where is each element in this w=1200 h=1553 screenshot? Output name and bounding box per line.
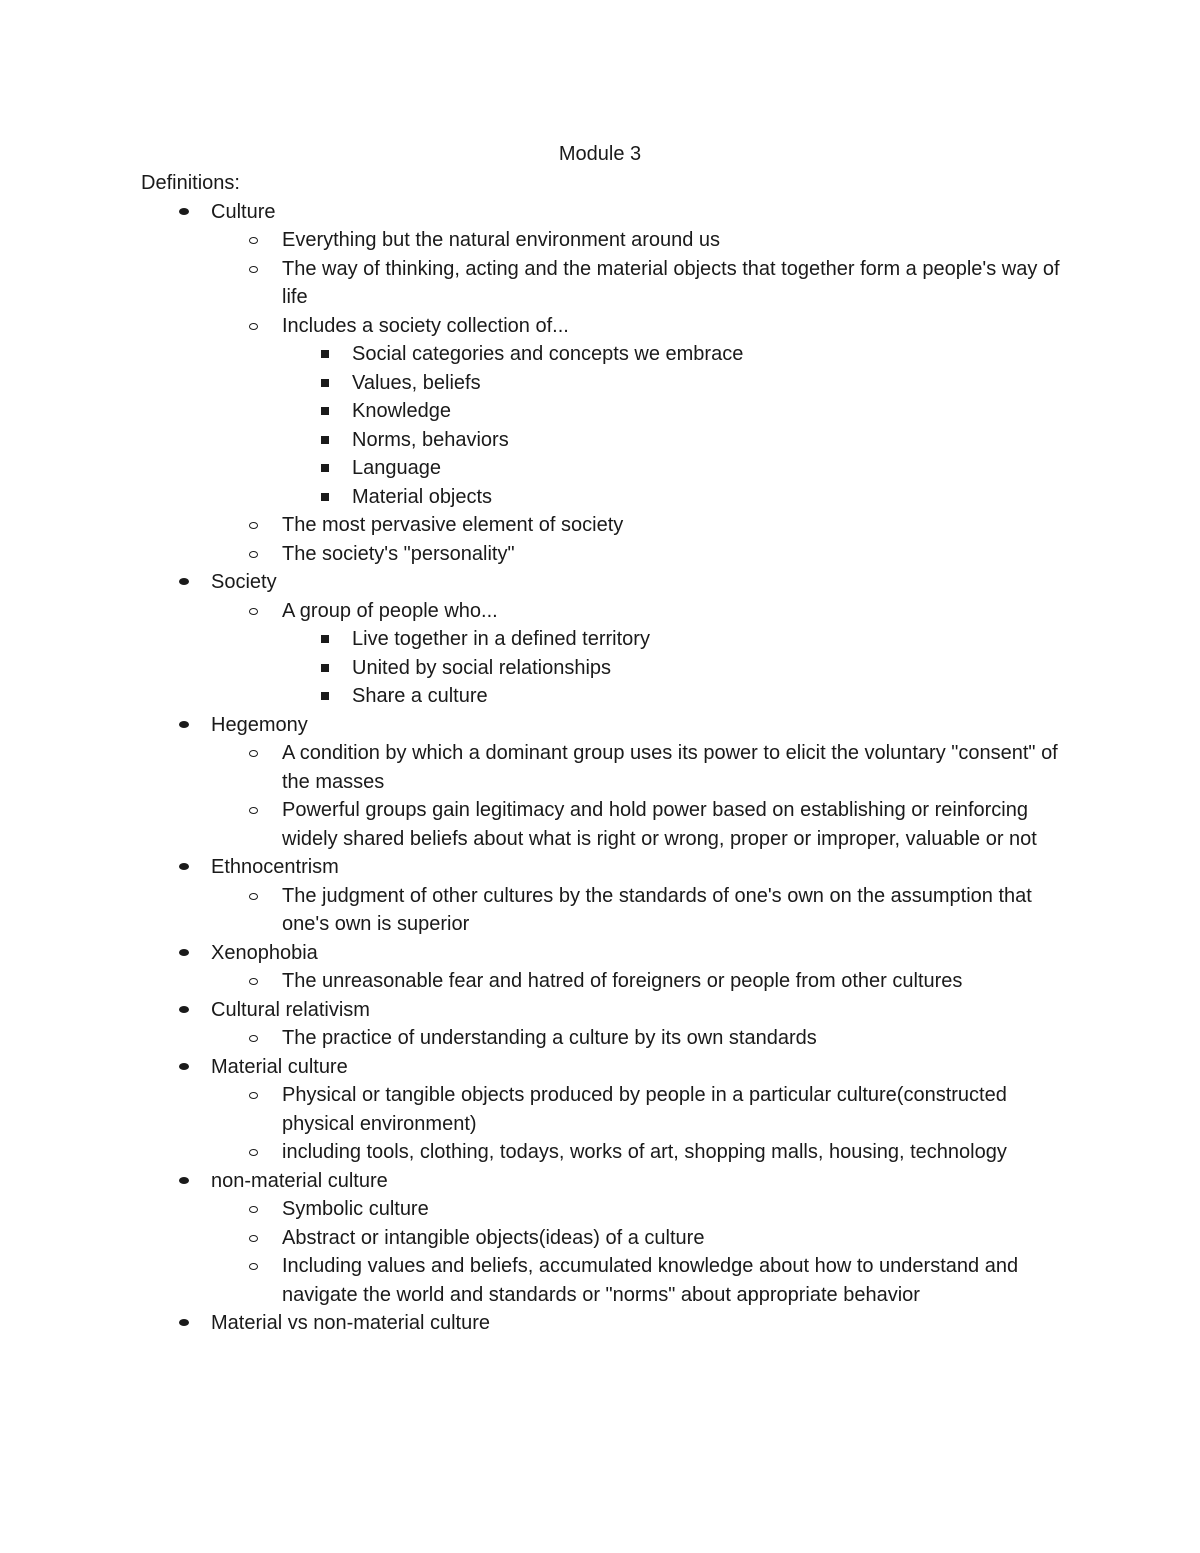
list-item-text: Material vs non-material culture <box>211 1312 490 1334</box>
list-item-text: The unreasonable fear and hatred of foreigners or people from other cultures <box>282 970 963 992</box>
definitions-list <box>141 198 1081 1338</box>
list-item-level-2 <box>141 1081 1081 1138</box>
list-item-level-2 <box>141 1252 1081 1309</box>
list-item-text: Live together in a defined territory <box>352 628 650 650</box>
list-item-text: Symbolic culture <box>282 1198 429 1220</box>
list-item-text: A group of people who... <box>282 599 498 622</box>
list-item-text: Society <box>211 571 277 593</box>
list-item-text: Xenophobia <box>211 941 318 964</box>
list-item-text: The most pervasive element of society <box>282 514 624 536</box>
list-item-level-1 <box>141 198 1081 227</box>
square-bullet-icon <box>316 340 336 369</box>
list-item-text: The society's "personality" <box>282 542 515 565</box>
list-item-level-2 <box>141 597 1081 626</box>
list-item-level-3 <box>141 397 1081 426</box>
square-bullet-icon <box>316 426 336 455</box>
list-item-level-2 <box>141 1024 1081 1053</box>
list-item-level-3 <box>141 369 1081 398</box>
hollow-circle-bullet-icon <box>245 312 265 341</box>
filled-dot-bullet-icon <box>175 939 195 968</box>
section-heading: Definitions: <box>141 172 240 194</box>
list-item-level-1 <box>141 1309 1081 1338</box>
hollow-circle-bullet-icon <box>245 1224 265 1253</box>
list-item-text: Language <box>352 457 441 479</box>
list-item-level-1 <box>141 1167 1081 1196</box>
list-item-level-2 <box>141 739 1081 796</box>
list-item-text: including tools, clothing, todays, works of art, shopping malls, housing, technology <box>282 1141 1007 1163</box>
hollow-circle-bullet-icon <box>245 255 265 284</box>
list-item-text: The way of thinking, acting and the material objects that together form a people's way of life <box>282 257 1060 308</box>
list-item-text: Knowledge <box>352 400 451 422</box>
list-item-text: Including values and beliefs, accumulated knowledge about how to understand and navigate the world and standards or "norms" about appropriate behavior <box>282 1255 1019 1306</box>
square-bullet-icon <box>316 682 336 711</box>
list-item-text: Cultural relativism <box>211 998 370 1021</box>
list-item-level-2 <box>141 1224 1081 1253</box>
hollow-circle-bullet-icon <box>245 597 265 626</box>
square-bullet-icon <box>316 625 336 654</box>
hollow-circle-bullet-icon <box>245 511 265 540</box>
hollow-circle-bullet-icon <box>245 967 265 996</box>
list-item-level-2 <box>141 312 1081 341</box>
list-item-level-2 <box>141 1195 1081 1224</box>
square-bullet-icon <box>316 397 336 426</box>
document-body <box>141 169 1081 1338</box>
list-item-text: Includes a society collection of... <box>282 314 569 337</box>
list-item-text: The judgment of other cultures by the standards of one's own on the assumption that one's own is superior <box>282 884 1032 935</box>
list-item-level-2 <box>141 882 1081 939</box>
hollow-circle-bullet-icon <box>245 540 265 569</box>
list-item-level-1 <box>141 853 1081 882</box>
list-item-text: Values, beliefs <box>352 371 481 394</box>
hollow-circle-bullet-icon <box>245 1252 265 1281</box>
hollow-circle-bullet-icon <box>245 226 265 255</box>
list-item-level-1 <box>141 1053 1081 1082</box>
list-item-text: Everything but the natural environment around us <box>282 229 721 251</box>
list-item-level-3 <box>141 625 1081 654</box>
list-item-level-2 <box>141 967 1081 996</box>
square-bullet-icon <box>316 369 336 398</box>
list-item-level-3 <box>141 682 1081 711</box>
hollow-circle-bullet-icon <box>245 1138 265 1167</box>
list-item-level-3 <box>141 654 1081 683</box>
hollow-circle-bullet-icon <box>245 796 265 825</box>
list-item-text: Hegemony <box>211 713 308 736</box>
list-item-level-2 <box>141 540 1081 569</box>
list-item-level-3 <box>141 454 1081 483</box>
filled-dot-bullet-icon <box>175 198 195 227</box>
list-item-text: Culture <box>211 200 276 223</box>
list-item-level-2 <box>141 1138 1081 1167</box>
filled-dot-bullet-icon <box>175 1309 195 1338</box>
square-bullet-icon <box>316 483 336 512</box>
list-item-text: Abstract or intangible objects(ideas) of a culture <box>282 1226 705 1249</box>
filled-dot-bullet-icon <box>175 568 195 597</box>
list-item-text: Ethnocentrism <box>211 856 339 878</box>
list-item-text: Powerful groups gain legitimacy and hold power based on establishing or reinforcing widely shared beliefs about what is right or wrong, proper or improper, valuable or not <box>282 799 1037 850</box>
filled-dot-bullet-icon <box>175 853 195 882</box>
hollow-circle-bullet-icon <box>245 1195 265 1224</box>
hollow-circle-bullet-icon <box>245 882 265 911</box>
list-item-text: The practice of understanding a culture by its own standards <box>282 1027 817 1049</box>
list-item-level-1 <box>141 568 1081 597</box>
list-item-level-2 <box>141 796 1081 853</box>
list-item-level-2 <box>141 511 1081 540</box>
list-item-text: A condition by which a dominant group uses its power to elicit the voluntary "consent" of the masses <box>282 742 1058 793</box>
filled-dot-bullet-icon <box>175 1053 195 1082</box>
document-title: Module 3 <box>558 143 642 165</box>
list-item-text: Material culture <box>211 1055 348 1078</box>
list-item-level-1 <box>141 711 1081 740</box>
list-item-level-3 <box>141 483 1081 512</box>
list-item-level-1 <box>141 996 1081 1025</box>
list-item-text: Material objects <box>352 485 493 508</box>
list-item-level-2 <box>141 226 1081 255</box>
filled-dot-bullet-icon <box>175 996 195 1025</box>
hollow-circle-bullet-icon <box>245 739 265 768</box>
list-item-level-3 <box>141 340 1081 369</box>
list-item-text: Social categories and concepts we embrace <box>352 343 744 365</box>
list-item-text: Share a culture <box>352 685 488 707</box>
list-item-text: Physical or tangible objects produced by people in a particular culture(constructed physical environment) <box>282 1084 1007 1135</box>
list-item-level-1 <box>141 939 1081 968</box>
list-item-text: United by social relationships <box>352 656 612 679</box>
list-item-level-2 <box>141 255 1081 312</box>
square-bullet-icon <box>316 454 336 483</box>
list-item-text: Norms, behaviors <box>352 428 509 451</box>
hollow-circle-bullet-icon <box>245 1081 265 1110</box>
list-item-level-3 <box>141 426 1081 455</box>
filled-dot-bullet-icon <box>175 1167 195 1196</box>
square-bullet-icon <box>316 654 336 683</box>
filled-dot-bullet-icon <box>175 711 195 740</box>
list-item-text: non-material culture <box>211 1169 388 1192</box>
hollow-circle-bullet-icon <box>245 1024 265 1053</box>
